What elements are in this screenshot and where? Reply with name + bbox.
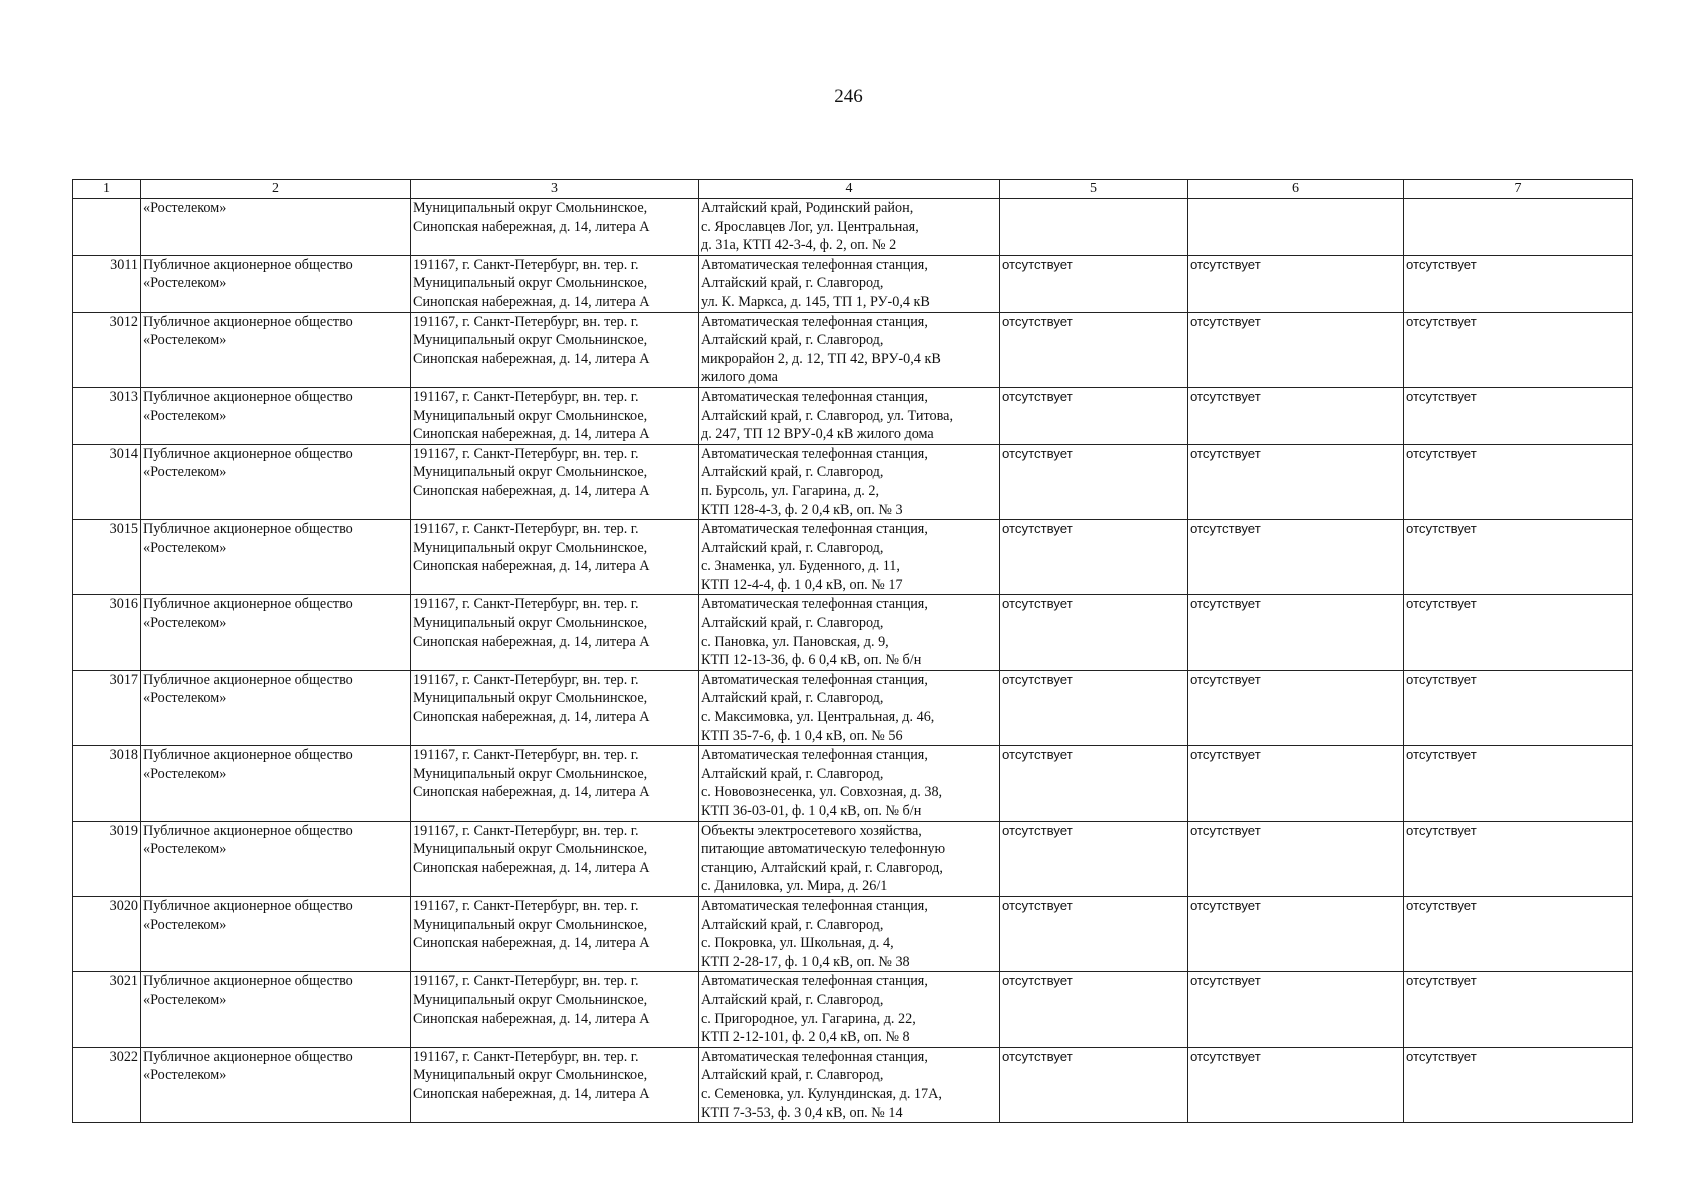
address-cell [411,821,699,896]
owner-cell [141,387,411,444]
status-cell-c6: отсутствует [1188,670,1404,745]
cell-line: Синопская набережная, д. 14, литера А [413,935,650,952]
owner-cell [141,444,411,519]
cell-line: 191167, г. Санкт-Петербург, вн. тер. г. [413,445,639,462]
cell-line: КТП 12-13-36, ф. 6 0,4 кВ, оп. № б/н [701,652,922,669]
cell-line: Синопская набережная, д. 14, литера А [413,633,650,650]
table-row [73,1047,1633,1122]
cell-line: Муниципальный округ Смольнинское, [413,407,648,424]
status-cell-c7: отсутствует [1404,746,1633,821]
object-cell [699,595,1000,670]
row-number-cell: 3012 [73,312,141,387]
status-cell-c5: отсутствует [1000,520,1188,595]
cell-line: Публичное акционерное общество [143,388,353,405]
table-header [73,180,1633,199]
cell-line: КТП 7-3-53, ф. 3 0,4 кВ, оп. № 14 [701,1104,903,1121]
cell-line: Публичное акционерное общество [143,256,353,273]
cell-line: питающие автоматическую телефонную [701,841,946,858]
status-cell-c5: отсутствует [1000,595,1188,670]
status-cell-c5: отсутствует [1000,444,1188,519]
cell-line: Публичное акционерное общество [143,897,353,914]
cell-line: с. Знаменка, ул. Буденного, д. 11, [701,558,900,575]
status-cell-c5: отсутствует [1000,972,1188,1047]
row-number-cell: 3013 [73,387,141,444]
column-header: 4 [699,180,1000,199]
owner-cell [141,821,411,896]
owner-cell [141,312,411,387]
status-cell-c7: отсутствует [1404,821,1633,896]
table-row [73,312,1633,387]
cell-line: КТП 2-12-101, ф. 2 0,4 кВ, оп. № 8 [701,1029,910,1046]
status-cell-c6: отсутствует [1188,821,1404,896]
owner-cell [141,255,411,312]
cell-line: «Ростелеком» [143,1067,227,1084]
row-number-cell: 3019 [73,821,141,896]
cell-line: д. 247, ТП 12 ВРУ-0,4 кВ жилого дома [701,426,934,443]
status-cell-c5: отсутствует [1000,312,1188,387]
table-row [73,746,1633,821]
cell-line: микрорайон 2, д. 12, ТП 42, ВРУ-0,4 кВ [701,350,941,367]
cell-line: Автоматическая телефонная станция, [701,313,928,330]
address-cell [411,746,699,821]
cell-line: Муниципальный округ Смольнинское, [413,690,648,707]
column-header: 1 [73,180,141,199]
cell-line: Алтайский край, г. Славгород, [701,1067,884,1084]
cell-line: «Ростелеком» [143,916,227,933]
cell-line: КТП 12-4-4, ф. 1 0,4 кВ, оп. № 17 [701,576,903,593]
owner-cell [141,1047,411,1122]
cell-line: Автоматическая телефонная станция, [701,747,928,764]
object-cell [699,670,1000,745]
cell-line: Публичное акционерное общество [143,596,353,613]
cell-line: с. Максимовка, ул. Центральная, д. 46, [701,709,935,726]
cell-line: 191167, г. Санкт-Петербург, вн. тер. г. [413,388,639,405]
cell-line: Синопская набережная, д. 14, литера А [413,350,650,367]
cell-line: 191167, г. Санкт-Петербург, вн. тер. г. [413,1048,639,1065]
cell-line: Синопская набережная, д. 14, литера А [413,1010,650,1027]
cell-line: КТП 36-03-01, ф. 1 0,4 кВ, оп. № б/н [701,803,922,819]
status-cell-c7: отсутствует [1404,444,1633,519]
status-cell-c6: отсутствует [1188,972,1404,1047]
status-cell-c5: отсутствует [1000,896,1188,971]
cell-line: Публичное акционерное общество [143,313,353,330]
cell-line: КТП 2-28-17, ф. 1 0,4 кВ, оп. № 38 [701,953,910,970]
object-cell [699,387,1000,444]
cell-line: с. Даниловка, ул. Мира, д. 26/1 [701,878,888,895]
cell-line: «Ростелеком» [143,765,227,782]
cell-line: Публичное акционерное общество [143,521,353,538]
table-row [73,821,1633,896]
cell-line: Автоматическая телефонная станция, [701,445,928,462]
cell-line: Публичное акционерное общество [143,671,353,688]
address-cell [411,896,699,971]
cell-line: с. Нововознесенка, ул. Совхозная, д. 38, [701,784,943,801]
cell-line: Синопская набережная, д. 14, литера А [413,558,650,575]
row-number-cell: 3014 [73,444,141,519]
status-cell-c7: отсутствует [1404,520,1633,595]
status-cell-c7: отсутствует [1404,896,1633,971]
status-cell-c6: отсутствует [1188,595,1404,670]
cell-line: Синопская набережная, д. 14, литера А [413,784,650,801]
status-cell-c5: отсутствует [1000,821,1188,896]
cell-line: Автоматическая телефонная станция, [701,388,928,405]
table-row [73,444,1633,519]
row-number-cell: 3015 [73,520,141,595]
address-cell [411,312,699,387]
object-cell [699,821,1000,896]
status-cell-c6 [1188,199,1404,256]
cell-line: 191167, г. Санкт-Петербург, вн. тер. г. [413,822,639,839]
cell-line: с. Покровка, ул. Школьная, д. 4, [701,935,894,952]
cell-line: Автоматическая телефонная станция, [701,521,928,538]
cell-line: Муниципальный округ Смольнинское, [413,200,648,216]
cell-line: жилого дома [701,369,778,386]
status-cell-c5: отсутствует [1000,670,1188,745]
status-cell-c7: отсутствует [1404,1047,1633,1122]
cell-line: «Ростелеком» [143,332,227,349]
cell-line: с. Пригородное, ул. Гагарина, д. 22, [701,1010,916,1027]
status-cell-c5: отсутствует [1000,387,1188,444]
cell-line: Синопская набережная, д. 14, литера А [413,426,650,443]
cell-line: Синопская набережная, д. 14, литера А [413,218,650,235]
cell-line: Публичное акционерное общество [143,822,353,839]
status-cell-c6: отсутствует [1188,387,1404,444]
owner-cell [141,746,411,821]
cell-line: «Ростелеком» [143,200,227,216]
registry-table [72,179,1633,1123]
cell-line: Публичное акционерное общество [143,445,353,462]
cell-line: ул. К. Маркса, д. 145, ТП 1, РУ-0,4 кВ [701,293,930,310]
address-cell [411,1047,699,1122]
cell-line: Алтайский край, г. Славгород, [701,332,884,349]
cell-line: Синопская набережная, д. 14, литера А [413,293,650,310]
cell-line: Муниципальный округ Смольнинское, [413,539,648,556]
cell-line: 191167, г. Санкт-Петербург, вн. тер. г. [413,671,639,688]
row-number-cell: 3011 [73,255,141,312]
status-cell-c6: отсутствует [1188,746,1404,821]
cell-line: Публичное акционерное общество [143,1048,353,1065]
table-row [73,972,1633,1047]
cell-line: Алтайский край, г. Славгород, [701,916,884,933]
cell-line: 191167, г. Санкт-Петербург, вн. тер. г. [413,747,639,764]
cell-line: Алтайский край, Родинский район, [701,200,914,216]
address-cell [411,670,699,745]
object-cell [699,896,1000,971]
owner-cell [141,972,411,1047]
cell-line: Алтайский край, г. Славгород, [701,690,884,707]
cell-line: с. Ярославцев Лог, ул. Центральная, [701,218,919,235]
column-header: 2 [141,180,411,199]
object-cell [699,972,1000,1047]
object-cell [699,255,1000,312]
cell-line: «Ростелеком» [143,690,227,707]
row-number-cell: 3022 [73,1047,141,1122]
column-header: 5 [1000,180,1188,199]
row-number-cell: 3018 [73,746,141,821]
address-cell [411,255,699,312]
table-row [73,199,1633,256]
cell-line: Муниципальный округ Смольнинское, [413,332,648,349]
status-cell-c6: отсутствует [1188,1047,1404,1122]
address-cell [411,520,699,595]
status-cell-c5: отсутствует [1000,255,1188,312]
cell-line: станцию, Алтайский край, г. Славгород, [701,859,943,876]
address-cell [411,444,699,519]
status-cell-c7 [1404,199,1633,256]
object-cell [699,746,1000,821]
address-cell [411,972,699,1047]
cell-line: «Ростелеком» [143,615,227,632]
status-cell-c7: отсутствует [1404,595,1633,670]
cell-line: 191167, г. Санкт-Петербург, вн. тер. г. [413,313,639,330]
status-cell-c5: отсутствует [1000,1047,1188,1122]
cell-line: «Ростелеком» [143,991,227,1008]
cell-line: КТП 128-4-3, ф. 2 0,4 кВ, оп. № 3 [701,501,903,518]
cell-line: Муниципальный округ Смольнинское, [413,1067,648,1084]
cell-line: Алтайский край, г. Славгород, [701,275,884,292]
cell-line: Автоматическая телефонная станция, [701,897,928,914]
cell-line: Синопская набережная, д. 14, литера А [413,1085,650,1102]
status-cell-c7: отсутствует [1404,387,1633,444]
cell-line: Муниципальный округ Смольнинское, [413,765,648,782]
cell-line: Алтайский край, г. Славгород, ул. Титова, [701,407,953,424]
object-cell [699,199,1000,256]
status-cell-c7: отсутствует [1404,670,1633,745]
cell-line: 191167, г. Санкт-Петербург, вн. тер. г. [413,596,639,613]
cell-line: 191167, г. Санкт-Петербург, вн. тер. г. [413,256,639,273]
table-row [73,595,1633,670]
cell-line: Объекты электросетевого хозяйства, [701,822,922,839]
cell-line: «Ростелеком» [143,841,227,858]
header-row [73,180,1633,199]
cell-line: п. Бурсоль, ул. Гагарина, д. 2, [701,482,880,499]
table-row [73,520,1633,595]
status-cell-c7: отсутствует [1404,972,1633,1047]
cell-line: Муниципальный округ Смольнинское, [413,615,648,632]
cell-line: «Ростелеком» [143,407,227,424]
cell-line: 191167, г. Санкт-Петербург, вн. тер. г. [413,973,639,990]
row-number-cell: 3017 [73,670,141,745]
cell-line: «Ростелеком» [143,539,227,556]
table-row [73,670,1633,745]
object-cell [699,1047,1000,1122]
cell-line: Синопская набережная, д. 14, литера А [413,709,650,726]
object-cell [699,312,1000,387]
owner-cell [141,199,411,256]
status-cell-c5 [1000,199,1188,256]
status-cell-c6: отсутствует [1188,255,1404,312]
column-header: 3 [411,180,699,199]
owner-cell [141,896,411,971]
page-number: 246 [834,86,863,107]
cell-line: Алтайский край, г. Славгород, [701,615,884,632]
cell-line: Алтайский край, г. Славгород, [701,464,884,481]
table-row [73,255,1633,312]
cell-line: Алтайский край, г. Славгород, [701,539,884,556]
status-cell-c6: отсутствует [1188,520,1404,595]
table-row [73,387,1633,444]
object-cell [699,520,1000,595]
cell-line: Муниципальный округ Смольнинское, [413,841,648,858]
cell-line: с. Пановка, ул. Пановская, д. 9, [701,633,889,650]
cell-line: Муниципальный округ Смольнинское, [413,464,648,481]
owner-cell [141,595,411,670]
cell-line: Муниципальный округ Смольнинское, [413,916,648,933]
cell-line: Алтайский край, г. Славгород, [701,765,884,782]
cell-line: 191167, г. Санкт-Петербург, вн. тер. г. [413,521,639,538]
row-number-cell: 3020 [73,896,141,971]
status-cell-c6: отсутствует [1188,312,1404,387]
row-number-cell: 3021 [73,972,141,1047]
cell-line: КТП 35-7-6, ф. 1 0,4 кВ, оп. № 56 [701,727,903,744]
status-cell-c5: отсутствует [1000,746,1188,821]
cell-line: Автоматическая телефонная станция, [701,256,928,273]
status-cell-c6: отсутствует [1188,444,1404,519]
cell-line: Муниципальный округ Смольнинское, [413,991,648,1008]
cell-line: Автоматическая телефонная станция, [701,973,928,990]
address-cell [411,595,699,670]
column-header: 7 [1404,180,1633,199]
status-cell-c6: отсутствует [1188,896,1404,971]
row-number-cell: 3016 [73,595,141,670]
cell-line: Публичное акционерное общество [143,973,353,990]
object-cell [699,444,1000,519]
row-number-cell [73,199,141,256]
table-body [73,199,1633,1123]
cell-line: Автоматическая телефонная станция, [701,596,928,613]
cell-line: Публичное акционерное общество [143,747,353,764]
address-cell [411,387,699,444]
address-cell [411,199,699,256]
cell-line: «Ростелеком» [143,275,227,292]
status-cell-c7: отсутствует [1404,255,1633,312]
cell-line: Синопская набережная, д. 14, литера А [413,482,650,499]
cell-line: Алтайский край, г. Славгород, [701,991,884,1008]
cell-line: Муниципальный округ Смольнинское, [413,275,648,292]
cell-line: 191167, г. Санкт-Петербург, вн. тер. г. [413,897,639,914]
cell-line: с. Семеновка, ул. Кулундинская, д. 17А, [701,1085,942,1102]
cell-line: Автоматическая телефонная станция, [701,1048,928,1065]
cell-line: д. 31а, КТП 42-3-4, ф. 2, оп. № 2 [701,237,897,254]
table-row [73,896,1633,971]
cell-line: Автоматическая телефонная станция, [701,671,928,688]
cell-line: Синопская набережная, д. 14, литера А [413,859,650,876]
column-header: 6 [1188,180,1404,199]
owner-cell [141,670,411,745]
cell-line: «Ростелеком» [143,464,227,481]
owner-cell [141,520,411,595]
status-cell-c7: отсутствует [1404,312,1633,387]
